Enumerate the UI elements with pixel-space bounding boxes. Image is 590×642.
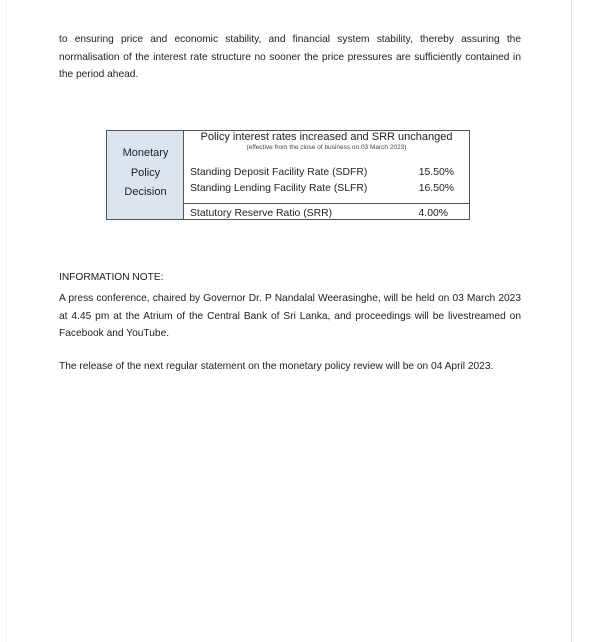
decision-effective-note: (effective from the close of business on 03 March 2023) bbox=[246, 144, 407, 151]
rate-value: 4.00% bbox=[418, 208, 448, 219]
decision-label-line-2: Policy bbox=[130, 166, 161, 179]
rate-label: Standing Deposit Facility Rate (SDFR) bbox=[190, 167, 368, 178]
policy-decision-table bbox=[106, 130, 470, 220]
page-right-edge bbox=[571, 0, 572, 642]
rate-label: Standing Lending Facility Rate (SLFR) bbox=[190, 183, 368, 194]
intro-paragraph: to ensuring price and economic stability, and financial system stability, thereby assuring the normalisation of the interest rate structure no sooner the price pressures are sufficiently contained in the period ahead. bbox=[59, 34, 521, 80]
rate-label: Statutory Reserve Ratio (SRR) bbox=[190, 208, 333, 219]
rate-value: 16.50% bbox=[418, 183, 454, 194]
decision-label-cell bbox=[107, 131, 184, 219]
page-left-edge bbox=[6, 0, 7, 642]
decision-label-line-1: Monetary bbox=[122, 147, 169, 159]
press-conference-paragraph: A press conference, chaired by Governor Dr. P Nandalal Weerasinghe, will be held on 03 March 2023 at 4.45 pm at the Atrium of the Central Bank of Sri Lanka, and proceedings will be livestreamed on Facebook and YouTube. bbox=[59, 293, 521, 339]
next-release-paragraph: The release of the next regular statement on the monetary policy review will be on 04 April 2023. bbox=[59, 361, 494, 372]
information-note-heading: INFORMATION NOTE: bbox=[59, 272, 164, 283]
rate-value: 15.50% bbox=[418, 167, 454, 178]
decision-title: Policy interest rates increased and SRR unchanged bbox=[200, 131, 453, 143]
decision-details-cell bbox=[184, 131, 469, 219]
srr-divider bbox=[184, 203, 469, 204]
decision-label-line-3: Decision bbox=[124, 186, 167, 198]
decision-label bbox=[107, 144, 184, 203]
